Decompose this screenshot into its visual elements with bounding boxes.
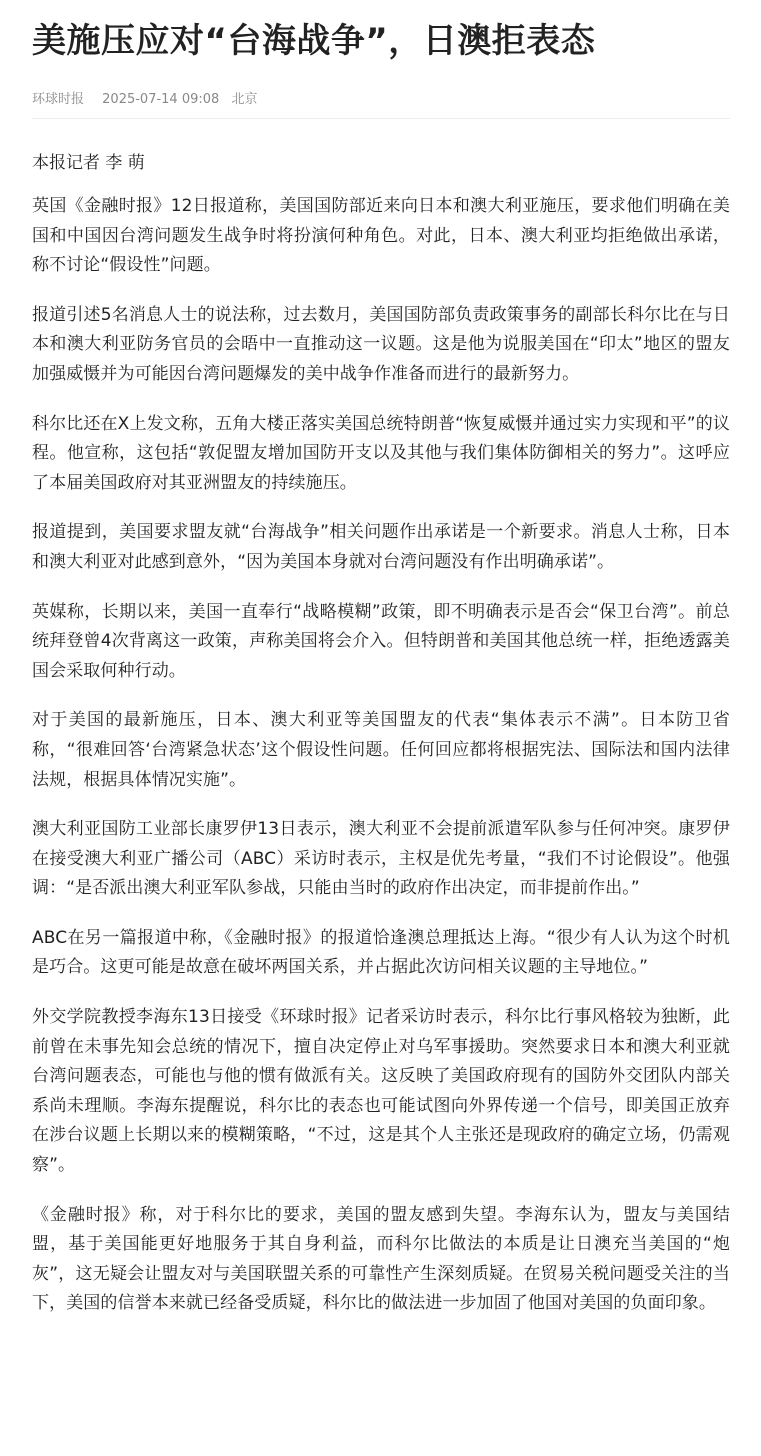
meta-location: 北京 bbox=[231, 92, 258, 107]
paragraph-7: 澳大利亚国防工业部长康罗伊13日表示，澳大利亚不会提前派遣军队参与任何冲突。康罗伊在接受澳大利亚广播公司（ABC）采访时表示，主权是优先考量，“我们不讨论假设”。他强调：“是否派出澳大利亚军队参战，只能由当时的政府作出决定，而非提前作出。” bbox=[32, 819, 730, 899]
meta-source[interactable]: 环球时报 bbox=[32, 92, 85, 107]
paragraph-5: 英媒称，长期以来，美国一直奉行“战略模糊”政策，即不明确表示是否会“保卫台湾”。前总统拜登曾4次背离这一政策，声称美国将会介入。但特朗普和美国其他总统一样，拒绝透露美国会采取何种行动。 bbox=[32, 601, 730, 681]
paragraph-4: 报道提到，美国要求盟友就“台海战争”相关问题作出承诺是一个新要求。消息人士称，日本和澳大利亚对此感到意外，“因为美国本身就对台湾问题没有作出明确承诺”。 bbox=[32, 522, 730, 572]
paragraph-8: ABC在另一篇报道中称，《金融时报》的报道恰逢澳总理抵达上海。“很少有人认为这个时机是巧合。这更可能是故意在破坏两国关系，并占据此次访问相关议题的主导地位。” bbox=[32, 927, 730, 978]
article-meta bbox=[32, 91, 730, 109]
meta-divider bbox=[32, 118, 730, 119]
meta-datetime: 2025-07-14 09:08 bbox=[102, 92, 220, 107]
paragraph-1: 英国《金融时报》12日报道称，美国国防部近来向日本和澳大利亚施压，要求他们明确在美国和中国因台湾问题发生战争时将扮演何种角色。对此，日本、澳大利亚均拒绝做出承诺，称不讨论“假设性”问题。 bbox=[32, 196, 730, 276]
paragraph-3: 科尔比还在X上发文称，五角大楼正落实美国总统特朗普“恢复威慑并通过实力实现和平”的议程。他宣称，这包括“敦促盟友增加国防开支以及其他与我们集体防御相关的努力”。这呼应了本届美国政府对其亚洲盟友的持续施压。 bbox=[32, 413, 730, 493]
paragraph-9: 外交学院教授李海东13日接受《环球时报》记者采访时表示，科尔比行事风格较为独断，此前曾在未事先知会总统的情况下，擅自决定停止对乌军事援助。突然要求日本和澳大利亚就台湾问题表态，可能也与他的惯有做派有关。这反映了美国政府现有的国防外交团队内部关系尚未理顺。李海东提醒说，科尔比的表态也可能试图向外界传递一个信号，即美国正放弃在涉台议题上长期以来的模糊策略，“不过，这是其个人主张还是现政府的确定立场，仍需观察”。 bbox=[32, 1007, 730, 1176]
article-title: 美施压应对“台海战争”，日澳拒表态 bbox=[32, 21, 596, 61]
reporter-byline: 本报记者 李 萌 bbox=[32, 153, 145, 173]
paragraph-10: 《金融时报》称，对于科尔比的要求，美国的盟友感到失望。李海东认为，盟友与美国结盟，基于美国能更好地服务于其自身利益，而科尔比做法的本质是让日澳充当美国的“炮灰”，这无疑会让盟友对与美国联盟关系的可靠性产生深刻质疑。在贸易关税问题受关注的当下，美国的信誉本来就已经备受质疑，科尔比的做法进一步加固了他国对美国的负面印象。 bbox=[32, 1204, 730, 1314]
paragraph-2: 报道引述5名消息人士的说法称，过去数月，美国国防部负责政策事务的副部长科尔比在与日本和澳大利亚防务官员的会晤中一直推动这一议题。这是他为说服美国在“印太”地区的盟友加强威慑并为可能因台湾问题爆发的美中战争作准备而进行的最新努力。 bbox=[32, 304, 730, 384]
article-body bbox=[32, 192, 730, 1319]
paragraph-6: 对于美国的最新施压，日本、澳大利亚等美国盟友的代表“集体表示不满”。日本防卫省称，“很难回答‘台湾紧急状态’这个假设性问题。任何回应都将根据宪法、国际法和国内法律法规，根据具体情况实施”。 bbox=[32, 710, 730, 790]
